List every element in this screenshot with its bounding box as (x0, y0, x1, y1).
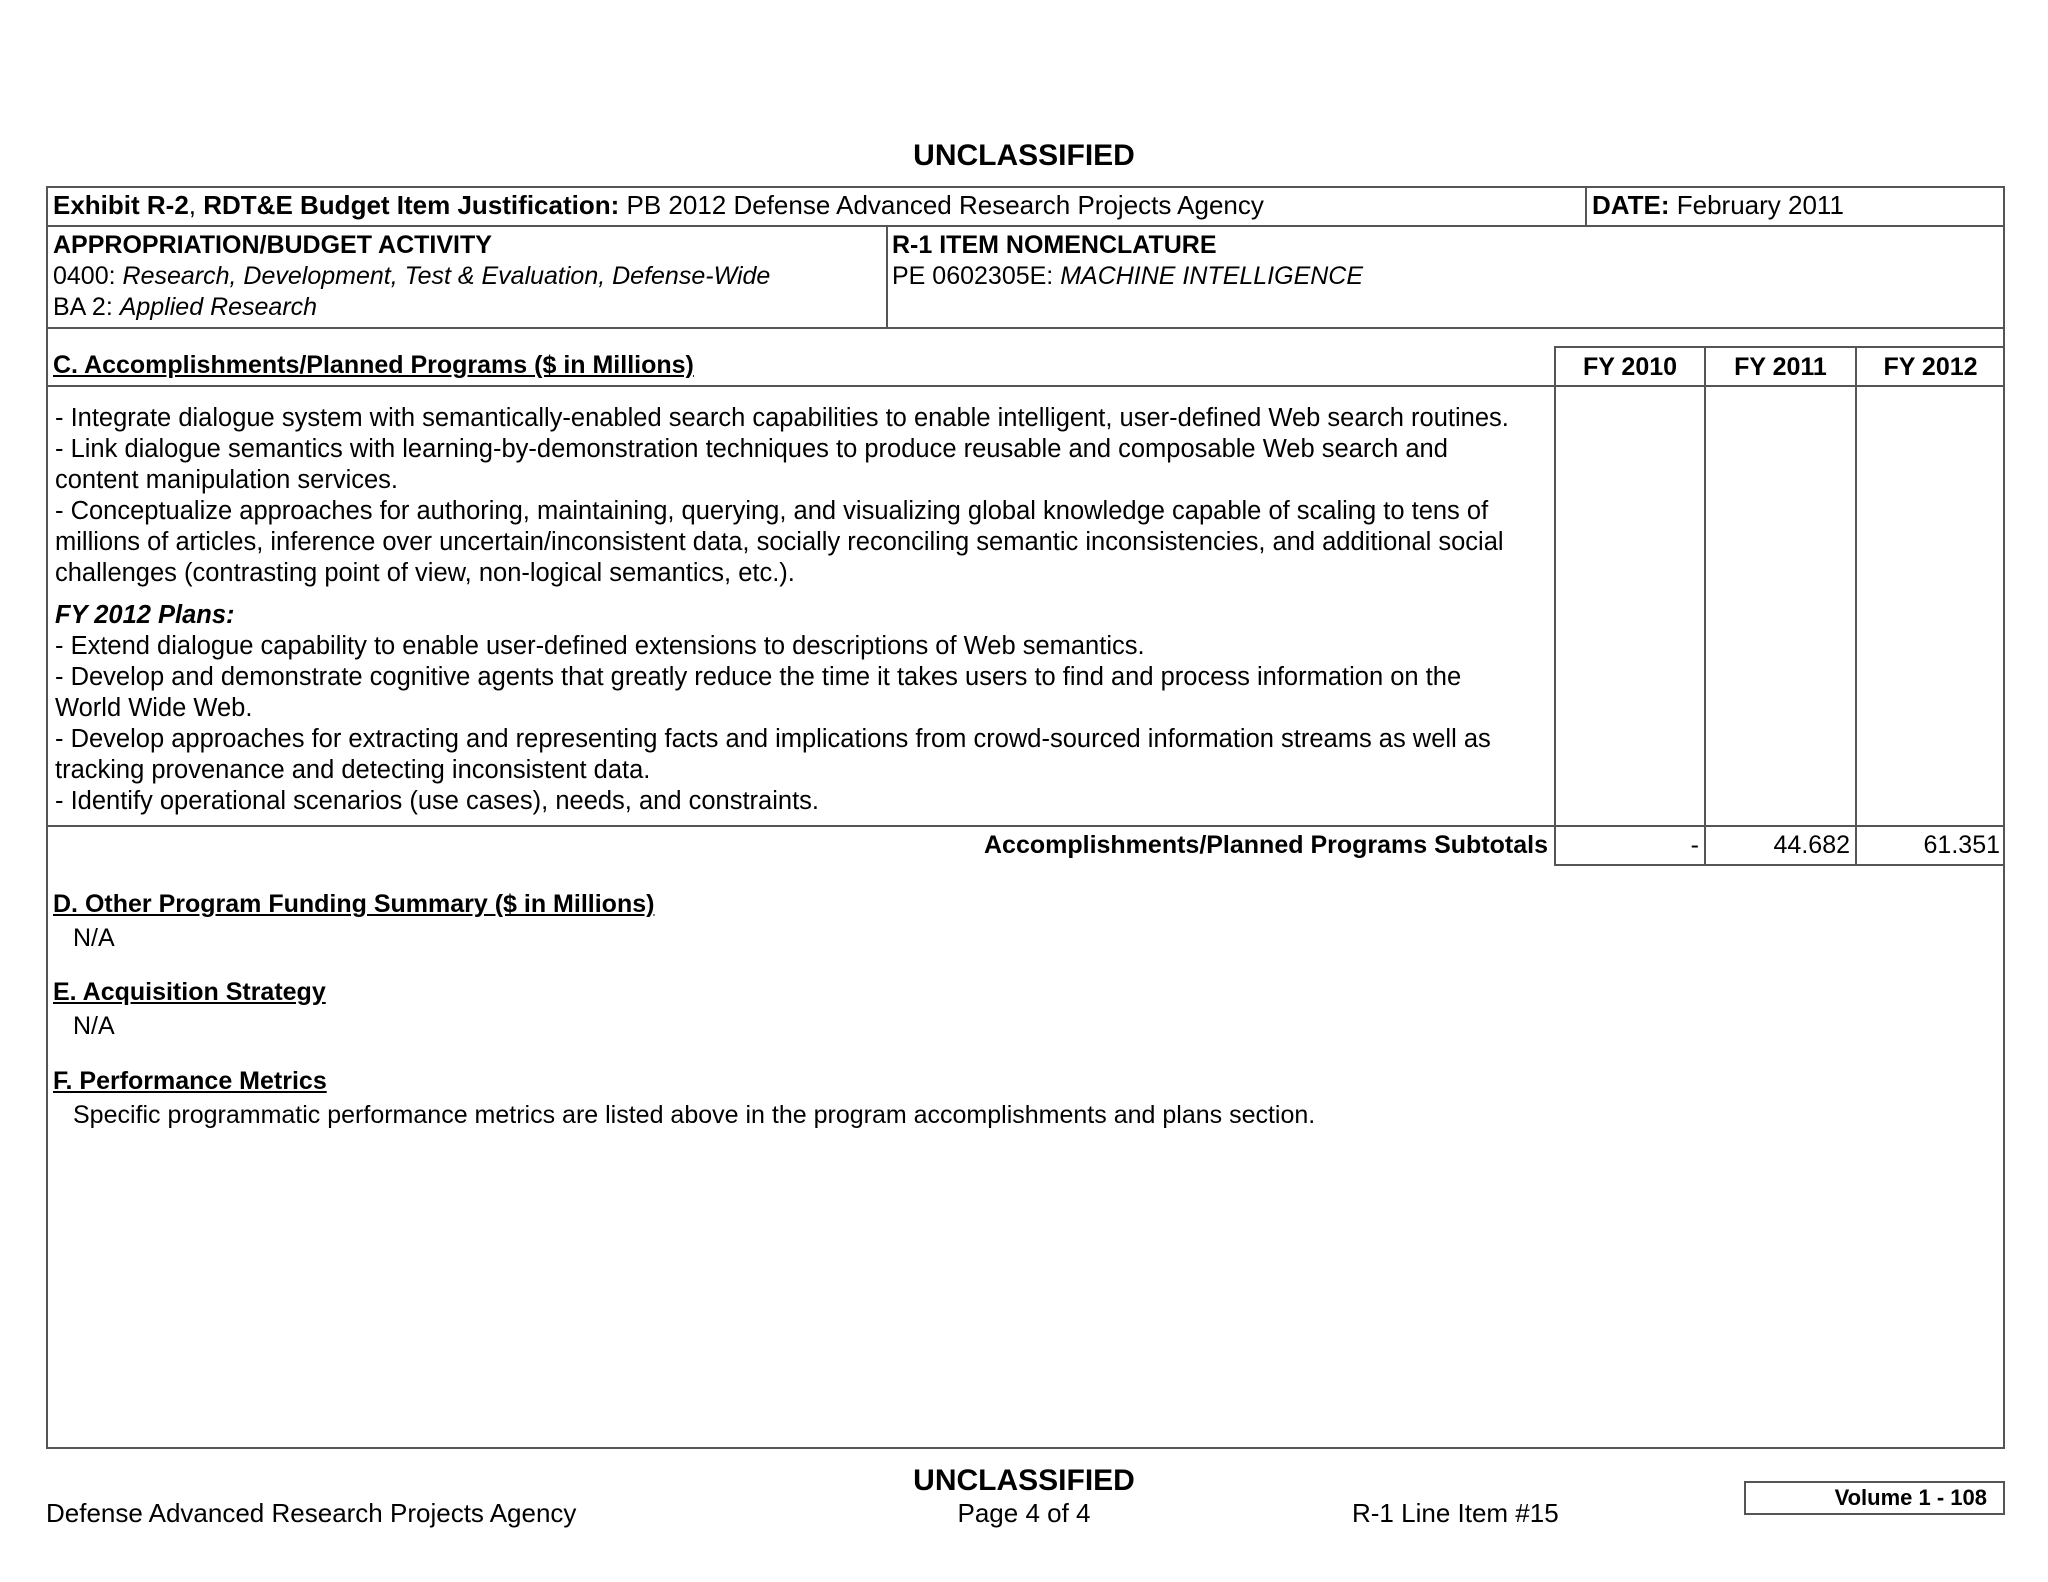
accomplishments-text (55, 403, 1509, 817)
bullet-line: tracking provenance and detecting inconsistent data. (55, 756, 651, 784)
volume-badge: Volume 1 - 108 (1744, 1481, 2005, 1515)
section-d-body: N/A (73, 924, 115, 952)
column-header-fy2010: FY 2010 (1582, 353, 1678, 381)
classification-header: UNCLASSIFIED (913, 139, 1135, 172)
row-divider (46, 327, 2005, 329)
section-f-body: Specific programmatic performance metrics are listed above in the program accomplishments and plans section. (73, 1101, 1316, 1129)
pe-code: PE 0602305E: (892, 262, 1054, 290)
bullet-line: challenges (contrasting point of view, non-logical semantics, etc.). (55, 559, 795, 587)
section-f-title: F. Performance Metrics (53, 1067, 327, 1095)
bullet-line: World Wide Web. (55, 694, 253, 722)
exhibit-title-line: Exhibit R-2, RDT&E Budget Item Justification: PB 2012 Defense Advanced Research Projects Agency (53, 190, 1264, 220)
nomenclature-heading: R-1 ITEM NOMENCLATURE (892, 231, 1217, 259)
row-divider (46, 825, 2005, 827)
section-c-title: C. Accomplishments/Planned Programs ($ in Millions) (53, 351, 694, 379)
bullet-line: millions of articles, inference over uncertain/inconsistent data, socially reconciling semantic inconsistencies, and additional social (55, 528, 1504, 556)
date-value: February 2011 (1676, 190, 1844, 220)
footer-line-item: R-1 Line Item #15 (1352, 1498, 1559, 1528)
appropriation-code: 0400: (53, 262, 116, 290)
column-header-fy2012: FY 2012 (1883, 353, 1978, 381)
fy2012-plans-heading: FY 2012 Plans: (55, 601, 235, 629)
subtotals-label: Accomplishments/Planned Programs Subtotals (983, 831, 1548, 859)
bullet-line: - Link dialogue semantics with learning-by-demonstration techniques to produce reusable and composable Web search and (55, 435, 1448, 463)
subtotal-fy2010: - (1690, 831, 1699, 859)
footer-page-number: Page 4 of 4 (957, 1498, 1091, 1528)
bullet-line: - Conceptualize approaches for authoring, maintaining, querying, and visualizing global knowledge capable of scaling to tens of (55, 497, 1489, 525)
footer-agency: Defense Advanced Research Projects Agency (46, 1498, 577, 1528)
date-field (1592, 190, 1844, 221)
budget-activity-code: BA 2: (53, 293, 113, 321)
bullet-line: - Develop and demonstrate cognitive agents that greatly reduce the time it takes users to find and process information on the (55, 663, 1462, 691)
nomenclature-block (892, 230, 1363, 292)
column-header-fy2011: FY 2011 (1734, 353, 1827, 381)
pe-name: MACHINE INTELLIGENCE (1060, 262, 1364, 290)
bullet-line: - Extend dialogue capability to enable user-defined extensions to descriptions of Web semantics. (55, 632, 1145, 660)
section-d-title: D. Other Program Funding Summary ($ in Millions) (53, 890, 655, 918)
column-divider (1704, 346, 1706, 866)
subtotal-fy2011: 44.682 (1773, 831, 1850, 859)
column-divider (1585, 186, 1587, 226)
bullet-line: - Integrate dialogue system with semantically-enabled search capabilities to enable intelligent, user-defined Web search routines. (55, 404, 1509, 432)
bullet-line: - Identify operational scenarios (use cases), needs, and constraints. (55, 787, 819, 815)
classification-footer: UNCLASSIFIED (913, 1464, 1135, 1497)
section-e-body: N/A (73, 1012, 115, 1040)
date-label: DATE: (1592, 190, 1670, 220)
column-divider (1855, 346, 1857, 866)
exhibit-title: RDT&E Budget Item Justification: (203, 190, 620, 220)
appropriation-heading: APPROPRIATION/BUDGET ACTIVITY (53, 231, 492, 259)
exhibit-label: Exhibit R-2 (53, 190, 189, 220)
appropriation-name: Research, Development, Test & Evaluation, Defense-Wide (122, 262, 771, 290)
fy-columns (1554, 346, 2005, 866)
row-divider (46, 385, 2005, 387)
section-e-title: E. Acquisition Strategy (53, 978, 326, 1006)
bullet-line: content manipulation services. (55, 466, 399, 494)
subtotal-fy2012: 61.351 (1923, 831, 2000, 859)
exhibit-agency: PB 2012 Defense Advanced Research Projects Agency (626, 190, 1264, 220)
appropriation-block (53, 230, 770, 323)
row-divider (46, 225, 2005, 227)
bullet-line: - Develop approaches for extracting and representing facts and implications from crowd-sourced information streams as well as (55, 725, 1491, 753)
column-divider (886, 225, 888, 328)
budget-activity-name: Applied Research (119, 293, 318, 321)
